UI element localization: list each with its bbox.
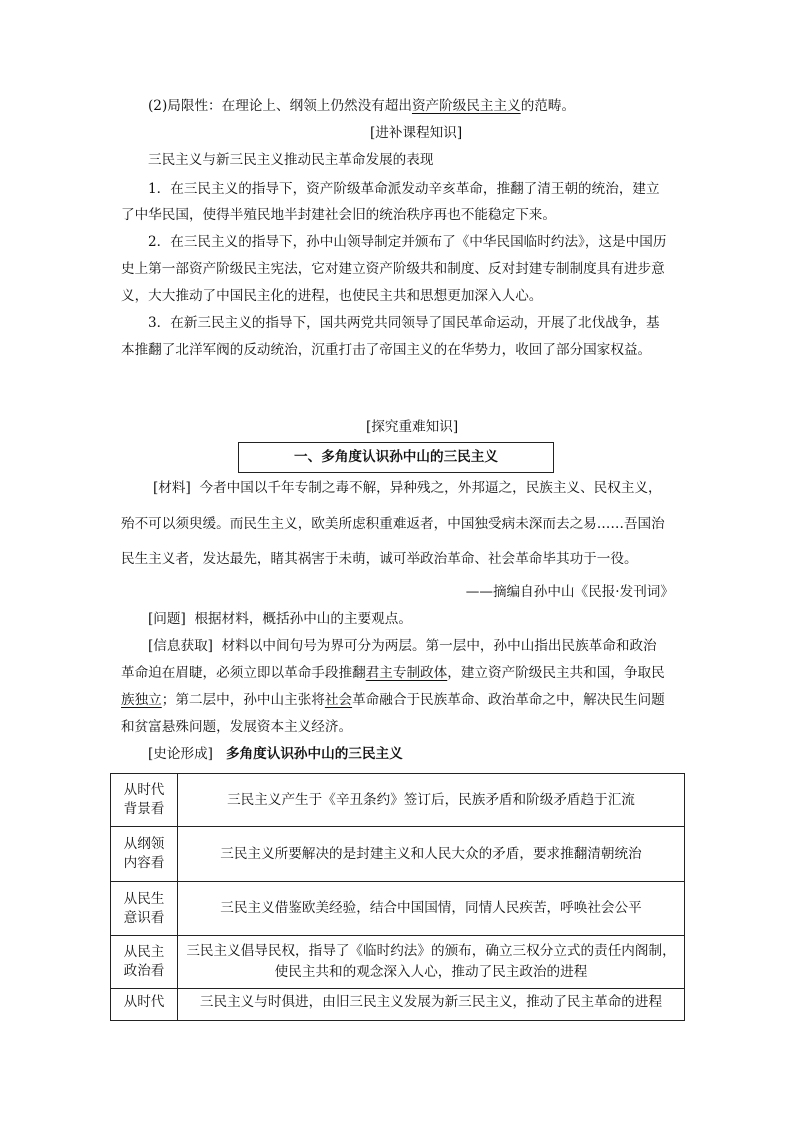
section-title: 一、多角度认识孙中山的三民主义	[294, 449, 498, 465]
row-text-line1: 三民主义产生于《辛丑条约》签订后，民族矛盾和阶级矛盾趋于汇流	[227, 791, 635, 808]
row-label-line1: 从民生	[123, 890, 165, 907]
limitation-prefix: (2)局限性：在理论上、纲领上仍然没有超出	[148, 98, 412, 114]
supplement-p2-line1: 2．在三民主义的指导下，孙中山领导制定并颁布了《中华民国临时约法》，这是中国历	[148, 234, 667, 250]
row-text	[178, 774, 685, 827]
info-underline-monarchy: 君主专制政体	[365, 665, 448, 681]
supplement-p3-line2: 本推翻了北洋军阀的反动统治，沉重打击了帝国主义的在华势力，收回了部分国家权益。	[121, 342, 652, 358]
limitation-underlined: 资产阶级民主主义	[411, 98, 521, 114]
material-line1	[153, 479, 662, 497]
row-text-line2: 使民主共和的观念深入人心，推动了民主政治的进程	[274, 964, 588, 980]
question-label: [问题]	[148, 611, 186, 627]
supplement-heading: [进补课程知识]	[370, 125, 463, 141]
row-text-line1: 三民主义所要解决的是封建主义和人民大众的矛盾，要求推翻清朝统治	[220, 845, 642, 862]
table-row	[111, 936, 685, 989]
supplement-p3-line1: 3．在新三民主义的指导下，国共两党共同领导了国民革命运动，开展了北伐战争，基	[148, 315, 660, 331]
row-label-line2: 背景看	[123, 801, 165, 817]
info-text3c: 革命融合于民族革命、政治革命之中，解决民生问题	[352, 692, 665, 708]
info-line1	[148, 637, 657, 655]
limitation-line	[148, 97, 575, 115]
history-label: [史论形成]	[148, 746, 213, 762]
supplement-subtitle: 三民主义与新三民主义推动民主革命发展的表现	[148, 152, 434, 168]
info-text3b: ；第二层中，孙中山主张将	[161, 692, 325, 708]
row-text-line1: 三民主义借鉴欧美经验，结合中国国情，同情人民疾苦，呼唤社会公平	[220, 900, 642, 916]
row-label-line2: 意识看	[123, 909, 165, 926]
table-row	[111, 774, 685, 827]
info-line3	[121, 691, 665, 709]
row-label-line1: 从纲领	[123, 836, 165, 852]
row-label	[111, 774, 178, 827]
limitation-suffix: 的范畴。	[520, 98, 576, 114]
table-row	[111, 989, 685, 1021]
row-label	[111, 882, 178, 936]
info-text2a: 革命迫在眉睫，必须立即以革命手段推翻	[121, 665, 366, 681]
row-label-line1: 从时代	[123, 782, 165, 798]
row-label-line1: 从时代	[123, 994, 165, 1010]
supplement-p1-line2: 了中华民国，使得半殖民地半封建社会旧的统治秩序再也不能稳定下来。	[121, 207, 556, 223]
question-line	[148, 610, 412, 628]
row-text-line1: 三民主义倡导民权，指导了《临时约法》的颁布，确立三权分立式的责任内阁制，	[186, 943, 676, 959]
row-text-line1: 三民主义与时俱进，由旧三民主义发展为新三民主义，推动了民主革命的进程	[199, 994, 663, 1010]
table-row	[111, 882, 685, 936]
row-text	[178, 827, 685, 882]
history-line	[148, 745, 403, 763]
row-label	[111, 827, 178, 882]
info-line2	[121, 664, 665, 682]
info-text1: 材料以中间句号为界可分为两层。第一层中，孙中山指出民族革命和政治	[221, 638, 657, 654]
row-label	[111, 989, 178, 1021]
explore-heading: [探究重难知识]	[366, 419, 459, 435]
info-underline-independence: 族独立	[121, 692, 162, 708]
table-row	[111, 827, 685, 882]
material-line2: 殆不可以须臾缓。而民生主义，欧美所虑积重难返者，中国独受病未深而去之易……吾国治	[121, 516, 665, 532]
material-source: ——摘编自孙中山《民报·发刊词》	[465, 584, 674, 600]
material-text1: 今者中国以千年专制之毒不解，异种残之，外邦逼之，民族主义、民权主义，	[199, 480, 662, 496]
row-label-line2: 内容看	[123, 855, 165, 871]
info-underline-social: 社会	[324, 692, 353, 708]
row-label-line2: 政治看	[123, 963, 165, 979]
row-text	[178, 936, 685, 989]
material-label: [材料]	[153, 480, 191, 496]
row-text	[178, 989, 685, 1021]
row-label	[111, 936, 178, 989]
supplement-p2-line3: 义，大大推动了中国民主化的进程，也使民主共和思想更加深入人心。	[121, 288, 543, 304]
info-line4: 和贫富悬殊问题，发展资本主义经济。	[121, 719, 353, 735]
row-text	[178, 882, 685, 936]
supplement-p1-line1: 1．在三民主义的指导下，资产阶级革命派发动辛亥革命，推翻了清王朝的统治，建立	[148, 181, 660, 197]
row-label-line1: 从民主	[123, 944, 165, 960]
supplement-p2-line2: 史上第一部资产阶级民主宪法，它对建立资产阶级共和制度、反对封建专制制度具有进步意	[121, 261, 665, 277]
material-line3: 民生主义者，发达最先，睹其祸害于未萌，诚可举政治革命、社会革命毕其功于一役。	[121, 551, 638, 567]
question-text: 根据材料，概括孙中山的主要观点。	[194, 611, 412, 627]
info-text2b: ，建立资产阶级民主共和国，争取民	[447, 665, 665, 681]
history-title: 多角度认识孙中山的三民主义	[225, 746, 403, 762]
perspective-table	[110, 773, 685, 1021]
info-label: [信息获取]	[148, 638, 213, 654]
